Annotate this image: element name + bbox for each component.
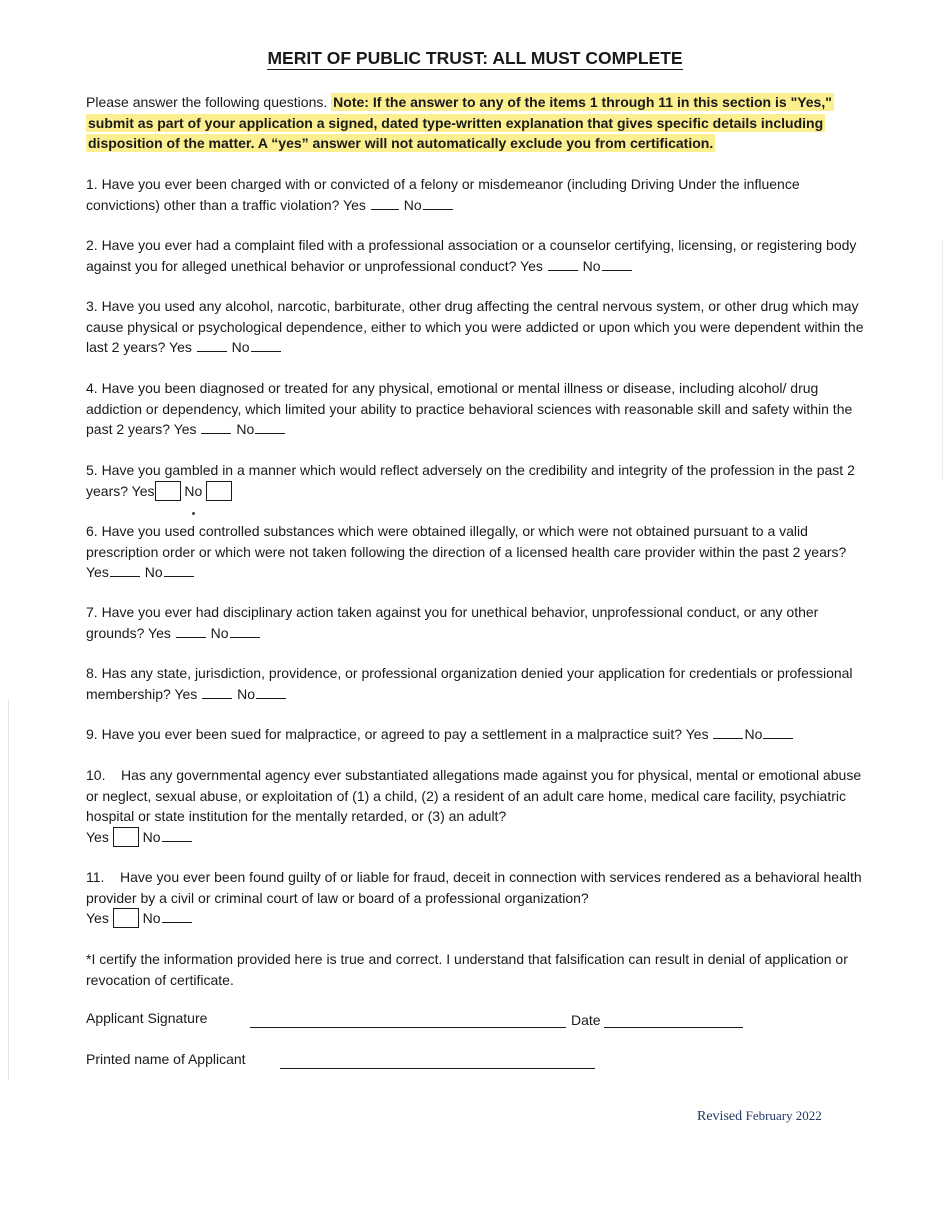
question-8-yes-label: Yes — [174, 685, 198, 702]
question-10-text: 10. Has any governmental agency ever substantiated allegations made against you for physical, mental or emotional abuse or neglect, sexual abuse, or exploitation of (1) a child, (2) a resident of an adult care home, medical care facility, psychiatric hospital or state institution for the mentally retarded, or (3) an adult? — [86, 767, 862, 824]
revised-date: February 2022 — [745, 1108, 822, 1123]
question-1-no-blank[interactable] — [423, 197, 453, 210]
question-7-no-label: No — [210, 624, 229, 641]
question-1-yes-blank[interactable] — [371, 197, 399, 210]
question-9-yes-label: Yes — [685, 726, 709, 742]
question-2-yes-label: Yes — [520, 257, 543, 274]
question-3 — [86, 296, 872, 358]
question-7-yes-label: Yes — [148, 624, 171, 641]
question-4-no-label: No — [236, 421, 255, 437]
page-title — [0, 48, 950, 69]
certification-text: *I certify the information provided here is true and correct. I understand that falsification can result in denial of application or revocation of certificate. — [86, 951, 848, 988]
question-7-text: 7. Have you ever had disciplinary action taken against you for unethical behavior, unprofessional conduct, or any other grounds? — [86, 604, 819, 641]
question-5-yes-checkbox[interactable] — [155, 481, 181, 501]
question-6-no-blank[interactable] — [164, 564, 194, 577]
question-7-no-blank[interactable] — [230, 625, 260, 638]
instructions-lead: Please answer the following questions. — [86, 94, 332, 110]
page-title-text: MERIT OF PUBLIC TRUST: ALL MUST COMPLETE — [267, 48, 683, 68]
question-9-yes-blank[interactable] — [713, 726, 743, 739]
question-2-text: 2. Have you ever had a complaint filed with a professional association or a counselor certifying, licensing, or registering body against you for alleged unethical behavior or unprofessional conduct? — [86, 237, 857, 274]
question-4 — [86, 378, 872, 440]
question-9-no-label: No — [744, 726, 763, 742]
date-line[interactable] — [604, 1026, 743, 1028]
question-4-yes-blank[interactable] — [201, 421, 231, 434]
question-10 — [86, 765, 872, 847]
revised-footer — [697, 1108, 822, 1125]
question-11-yes-checkbox[interactable] — [113, 908, 139, 928]
question-8 — [86, 663, 872, 704]
applicant-signature-line[interactable] — [250, 1026, 566, 1028]
question-9-text: 9. Have you ever been sued for malpractice, or agreed to pay a settlement in a malpractice suit? — [86, 726, 683, 742]
question-1-yes-label: Yes — [343, 196, 366, 213]
question-10-yes-checkbox[interactable] — [113, 827, 139, 847]
question-3-no-blank[interactable] — [251, 339, 281, 352]
question-5-no-checkbox[interactable] — [206, 481, 232, 501]
question-8-no-blank[interactable] — [256, 686, 286, 699]
question-8-text: 8. Has any state, jurisdiction, providence, or professional organization denied your application for credentials or professional membership? — [86, 665, 853, 702]
question-11-no-blank[interactable] — [162, 910, 192, 923]
revised-word: Revised — [697, 1109, 743, 1124]
question-5 — [86, 460, 872, 501]
question-3-yes-blank[interactable] — [197, 339, 227, 352]
question-10-no-blank[interactable] — [162, 829, 192, 842]
question-1-text: 1. Have you ever been charged with or convicted of a felony or misdemeanor (including Driving Under the influence convictions) other than a traffic violation? — [86, 176, 800, 213]
question-10-no-label: No — [142, 828, 161, 845]
question-5-text: 5. Have you gambled in a manner which would reflect adversely on the credibility and integrity of the profession in the past 2 years? — [86, 462, 855, 499]
question-11-yes-label: Yes — [86, 910, 109, 926]
question-6-text: 6. Have you used controlled substances which were obtained illegally, or which were not obtained pursuant to a valid prescription order or which were not taken following the direction of a licensed health care provider within the past 2 years? — [86, 523, 847, 560]
question-8-yes-blank[interactable] — [202, 686, 232, 699]
question-2-no-label: No — [582, 257, 601, 274]
applicant-signature-label: Applicant Signature — [86, 1010, 208, 1026]
question-4-text: 4. Have you been diagnosed or treated for any physical, emotional or mental illness or disease, including alcohol/ drug addiction or dependency, which limited your ability to practice behavioral sciences with reasonable skill and safety within the past 2 years? — [86, 380, 853, 437]
question-6-yes-blank[interactable] — [110, 564, 140, 577]
question-6-yes-label: Yes — [86, 564, 109, 580]
question-7 — [86, 602, 872, 643]
question-11-no-label: No — [142, 910, 161, 926]
question-2-no-blank[interactable] — [602, 258, 632, 271]
question-9-no-blank[interactable] — [763, 726, 793, 739]
date-label: Date — [571, 1012, 601, 1028]
question-2 — [86, 235, 872, 276]
question-3-yes-label: Yes — [169, 339, 192, 355]
question-11 — [86, 867, 872, 929]
question-4-no-blank[interactable] — [255, 421, 285, 434]
scan-edge-shadow-right — [942, 240, 943, 480]
question-10-yes-label: Yes — [86, 828, 109, 845]
question-8-no-label: No — [237, 685, 255, 702]
question-7-yes-blank[interactable] — [176, 625, 206, 638]
question-9 — [86, 724, 872, 745]
question-6 — [86, 521, 872, 583]
printed-name-label: Printed name of Applicant — [86, 1051, 246, 1067]
question-1-no-label: No — [403, 196, 422, 213]
certification-statement — [86, 949, 872, 990]
question-5-no-label: No — [184, 482, 203, 499]
question-3-no-label: No — [231, 339, 250, 355]
question-5-yes-label: Yes — [131, 482, 155, 499]
instructions — [86, 92, 856, 154]
question-11-text: 11. Have you ever been found guilty of or liable for fraud, deceit in connection with services rendered as a behavioral health provider by a civil or criminal court of law or board of a professional organization? — [86, 869, 862, 906]
instructions-note-highlighted: Note: If the answer to any of the items 1 through 11 in this section is "Yes," submit as part of your application a signed, dated type-written explanation that gives specific details including disposition of the matter. A “yes” answer will not automatically exclude you from certification. — [88, 94, 832, 151]
question-4-yes-label: Yes — [173, 421, 197, 437]
question-1 — [86, 174, 872, 215]
stray-mark — [192, 512, 195, 515]
printed-name-line[interactable] — [280, 1067, 595, 1069]
scan-edge-shadow-left — [8, 700, 9, 1080]
question-3-text: 3. Have you used any alcohol, narcotic, barbiturate, other drug affecting the central nervous system, or other drug which may cause physical or psychological dependence, either to which you were addicted or upon which you were dependent within the last 2 years? — [86, 298, 864, 355]
question-6-no-label: No — [144, 564, 163, 580]
question-2-yes-blank[interactable] — [548, 258, 578, 271]
